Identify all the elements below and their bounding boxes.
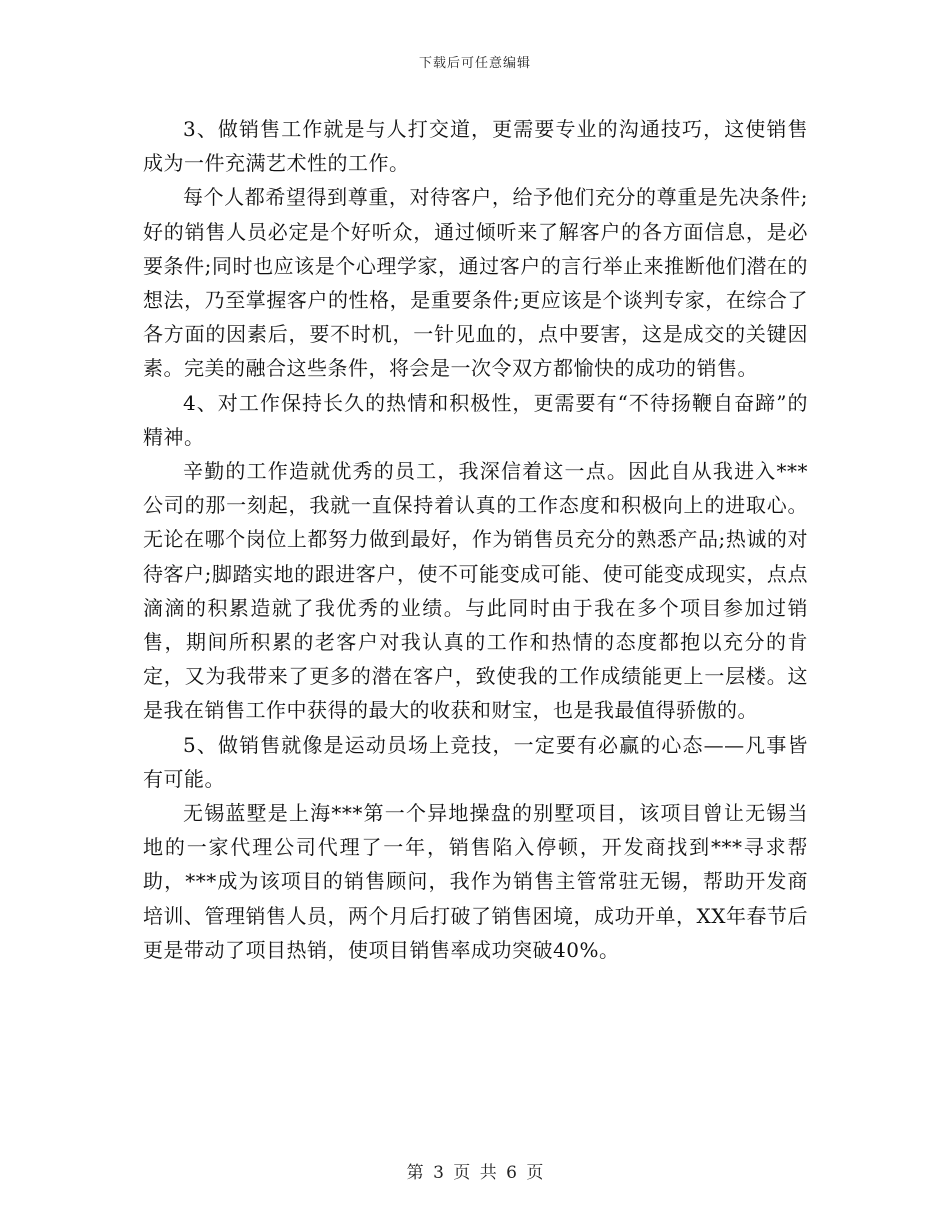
paragraph-wuxi-project: 无锡蓝墅是上海***第一个异地操盘的别墅项目，该项目曾让无锡当地的一家代理公司代理了一年，销售陷入停顿，开发商找到***寻求帮助，***成为该项目的销售顾问，我作为销售主管常驻无锡，帮助开发商培训、管理销售人员，两个月后打破了销售困境，成功开单，XX年春节后更是带动了项目热销，使项目销售率成功突破40%。 [143,801,808,962]
paragraph-respect: 每个人都希望得到尊重，对待客户，给予他们充分的尊重是先决条件;好的销售人员必定是个好听众，通过倾听来了解客户的各方面信息，是必要条件;同时也应该是个心理学家，通过客户的言行举止来推断他们潜在的想法，乃至掌握客户的性格，是重要条件;更应该是个谈判专家，在综合了各方面的因素后，要不时机，一针见血的，点中要害，这是成交的关键因素。完美的融合这些条件，将会是一次令双方都愉快的成功的销售。 [143,185,808,381]
page-number: 第 3 页 共 6 页 [406,1163,544,1183]
document-body [143,112,808,967]
paragraph-tip-5: 5、做销售就像是运动员场上竞技，一定要有必赢的心态——凡事皆有可能。 [143,732,808,791]
paragraph-tip-3: 3、做销售工作就是与人打交道，更需要专业的沟通技巧，这使销售成为一件充满艺术性的工作。 [143,117,808,176]
page-header-note: 下载后可任意编辑 [418,56,531,71]
paragraph-hard-work: 辛勤的工作造就优秀的员工，我深信着这一点。因此自从我进入***公司的那一刻起，我就一直保持着认真的工作态度和积极向上的进取心。无论在哪个岗位上都努力做到最好，作为销售员充分的熟悉产品;热诚的对待客户;脚踏实地的跟进客户，使不可能变成可能、使可能变成现实，点点滴滴的积累造就了我优秀的业绩。与此同时由于我在多个项目参加过销售，期间所积累的老客户对我认真的工作和热情的态度都抱以充分的肯定，又为我带来了更多的潜在客户，致使我的工作成绩能更上一层楼。这是我在销售工作中获得的最大的收获和财宝，也是我最值得骄傲的。 [143,459,808,723]
paragraph-tip-4: 4、对工作保持长久的热情和积极性，更需要有“不待扬鞭自奋蹄”的精神。 [143,390,808,449]
